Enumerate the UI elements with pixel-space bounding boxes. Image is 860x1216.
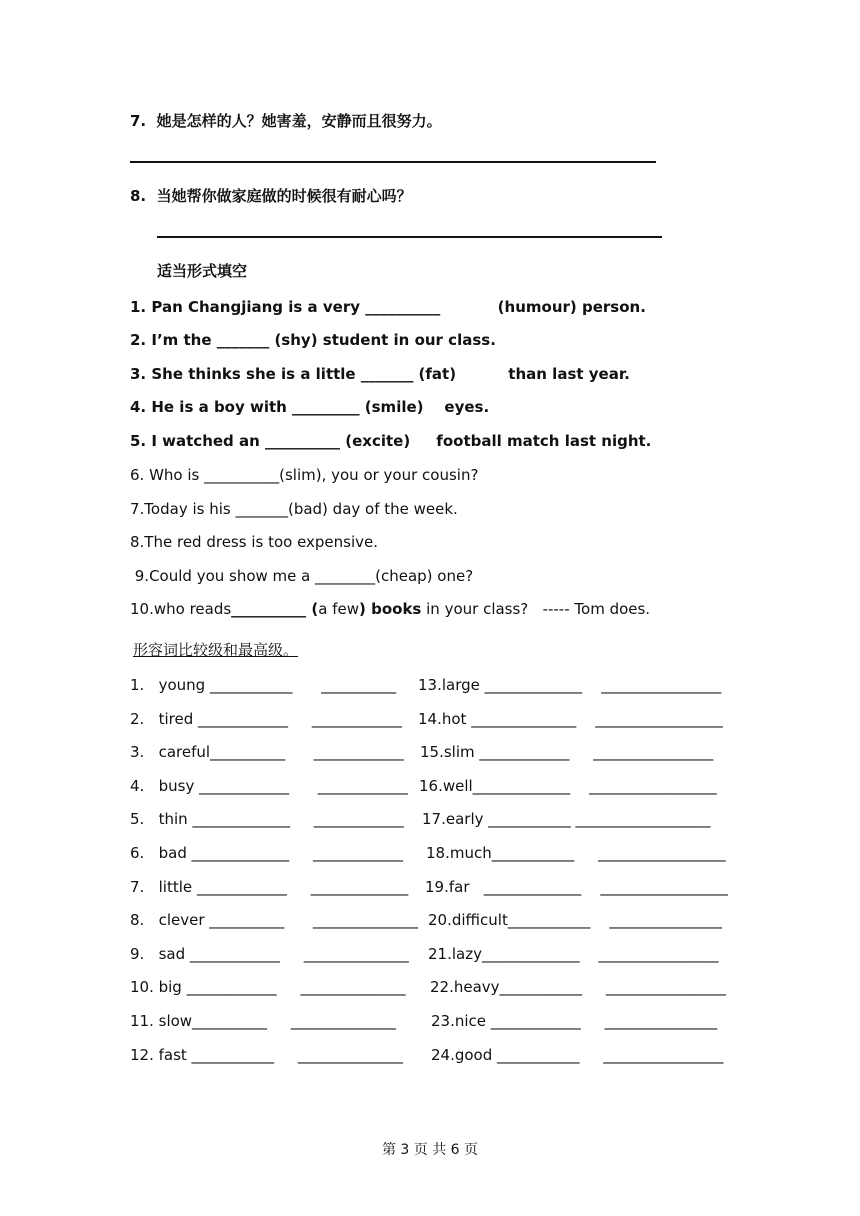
comparison-item-10: 10. big ____________ ______________ <box>130 978 406 996</box>
translation-question-7: 7. 她是怎样的人？她害羞，安静而且很努力。 <box>130 112 442 130</box>
comparison-item-7: 7. little ____________ _____________ <box>130 878 409 896</box>
page-footer: 第 3 页 共 6 页 <box>381 1142 479 1158</box>
comparison-item-19: 19.far _____________ _________________ <box>425 878 728 896</box>
fill-in-item-1: 1. Pan Changjiang is a very __________ (humour) person. <box>130 298 646 316</box>
fill-in-item-3: 3. She thinks she is a little _______ (fat) than last year. <box>130 365 630 383</box>
fill-in-item-2: 2. I’m the _______ (shy) student in our class. <box>130 331 496 349</box>
fill-in-item-10 <box>130 600 650 618</box>
comparison-item-23: 23.nice ____________ _______________ <box>431 1012 718 1030</box>
comparison-item-22: 22.heavy___________ ________________ <box>430 978 726 996</box>
fill-in-item-7: 7.Today is his _______(bad) day of the week. <box>130 500 458 518</box>
comparison-item-4: 4. busy ____________ ____________ <box>130 777 408 795</box>
item-10-books: books <box>371 600 422 618</box>
comparison-item-24: 24.good ___________ ________________ <box>431 1046 724 1064</box>
item-10-prefix: 10.who reads <box>130 600 232 618</box>
item-10-a-few: a few <box>318 600 360 618</box>
comparison-item-6: 6. bad _____________ ____________ <box>130 844 403 862</box>
item-10-suffix: in your class? ----- Tom does. <box>421 600 651 618</box>
comparison-item-3: 3. careful__________ ____________ <box>130 743 404 761</box>
comparison-item-1: 1. young ___________ __________ <box>130 676 397 694</box>
comparison-item-14: 14.hot ______________ _________________ <box>418 710 723 728</box>
comparison-item-2: 2. tired ____________ ____________ <box>130 710 402 728</box>
fill-in-item-9: 9.Could you show me a ________(cheap) one? <box>130 567 474 585</box>
translation-question-8: 8. 当她帮你做家庭做的时候很有耐心吗？ <box>130 187 412 205</box>
fill-in-item-4: 4. He is a boy with _________ (smile) eyes. <box>130 398 490 416</box>
comparison-item-12: 12. fast ___________ ______________ <box>130 1046 403 1064</box>
fill-in-heading: 适当形式填空 <box>157 262 248 280</box>
item-10-blank: __________ <box>231 600 312 618</box>
fill-in-item-8: 8.The red dress is too expensive. <box>130 533 379 551</box>
comparison-item-20: 20.difficult___________ _______________ <box>428 911 722 929</box>
comparison-heading: 形容词比较级和最高级。 <box>133 641 299 659</box>
comparison-item-16: 16.well_____________ _________________ <box>419 777 717 795</box>
comparison-item-21: 21.lazy_____________ ________________ <box>428 945 719 963</box>
comparison-item-15: 15.slim ____________ ________________ <box>420 743 714 761</box>
item-10-paren-close: ) <box>359 600 372 618</box>
comparison-item-5: 5. thin _____________ ____________ <box>130 810 404 828</box>
comparison-item-9: 9. sad ____________ ______________ <box>130 945 409 963</box>
comparison-item-18: 18.much___________ _________________ <box>426 844 726 862</box>
comparison-item-11: 11. slow__________ ______________ <box>130 1012 396 1030</box>
comparison-item-17: 17.early ___________ __________________ <box>422 810 711 828</box>
fill-in-item-5: 5. I watched an __________ (excite) football match last night. <box>130 432 652 450</box>
item-10-paren-open: ( <box>311 600 319 618</box>
comparison-item-13: 13.large _____________ ________________ <box>418 676 722 694</box>
answer-line-7 <box>130 161 656 163</box>
fill-in-item-6: 6. Who is __________(slim), you or your cousin? <box>130 466 479 484</box>
comparison-item-8: 8. clever __________ ______________ <box>130 911 418 929</box>
answer-line-8 <box>157 236 662 238</box>
